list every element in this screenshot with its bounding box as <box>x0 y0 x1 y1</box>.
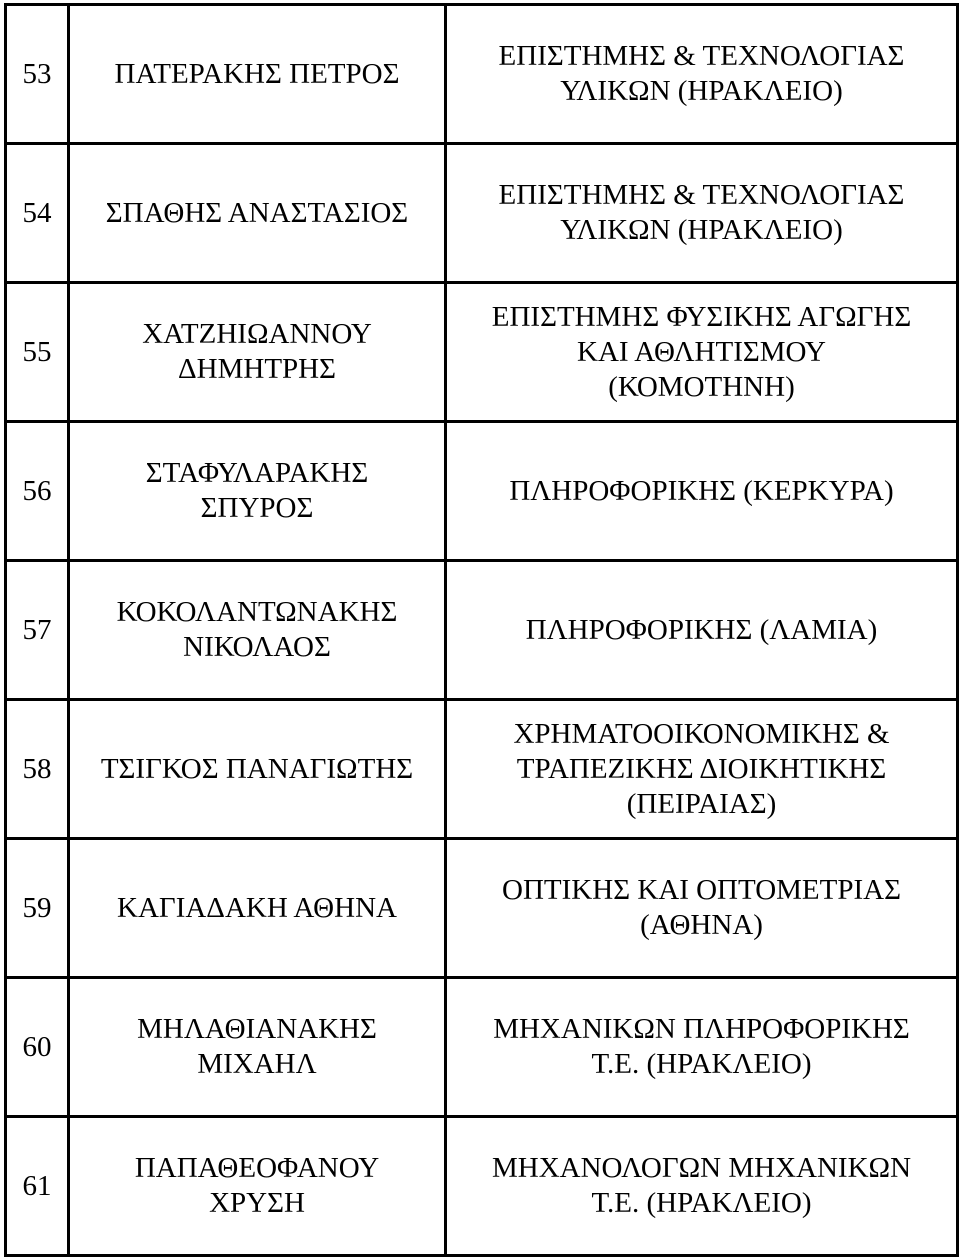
name-line: ΚΑΓΙΑΔΑΚΗ ΑΘΗΝΑ <box>117 891 397 924</box>
table-row <box>6 283 958 422</box>
name-line: ΤΣΙΓΚΟΣ ΠΑΝΑΓΙΩΤΗΣ <box>100 752 414 785</box>
row-number: 54 <box>6 144 69 283</box>
department-line: ΤΡΑΠΕΖΙΚΗΣ ΔΙΟΙΚΗΤΙΚΗΣ <box>516 752 887 785</box>
student-name <box>69 561 446 700</box>
name-line: ΠΑΤΕΡΑΚΗΣ ΠΕΤΡΟΣ <box>114 57 400 90</box>
department <box>446 283 958 422</box>
table-row <box>6 978 958 1117</box>
name-line: ΝΙΚΟΛΑΟΣ <box>183 631 331 663</box>
department-line: ΧΡΗΜΑΤΟΟΙΚΟΝΟΜΙΚΗΣ & <box>513 717 890 750</box>
student-name <box>69 839 446 978</box>
department <box>446 839 958 978</box>
name-line: ΚΟΚΟΛΑΝΤΩΝΑΚΗΣ <box>116 596 398 628</box>
table-row <box>6 1117 958 1256</box>
table-row <box>6 144 958 283</box>
name-line: ΜΗΛΑΘΙΑΝΑΚΗΣ <box>137 1013 377 1045</box>
department-line: ΕΠΙΣΤΗΜΗΣ & ΤΕΧΝΟΛΟΓΙΑΣ <box>498 40 905 72</box>
department-line: ΥΛΙΚΩΝ (ΗΡΑΚΛΕΙΟ) <box>560 75 843 107</box>
name-line: ΔΗΜΗΤΡΗΣ <box>178 353 336 385</box>
student-name <box>69 5 446 144</box>
name-line: ΧΡΥΣΗ <box>209 1187 305 1219</box>
department-line: ΠΛΗΡΟΦΟΡΙΚΗΣ (ΛΑΜΙΑ) <box>525 613 878 646</box>
table-row <box>6 700 958 839</box>
name-line: ΣΠΥΡΟΣ <box>200 492 314 524</box>
student-name <box>69 422 446 561</box>
department-line: ΥΛΙΚΩΝ (ΗΡΑΚΛΕΙΟ) <box>560 214 843 246</box>
department <box>446 1117 958 1256</box>
name-line: ΜΙΧΑΗΛ <box>197 1048 317 1080</box>
row-number: 60 <box>6 978 69 1117</box>
department-line: ΚΑΙ ΑΘΛΗΤΙΣΜΟΥ <box>577 335 826 368</box>
row-number: 55 <box>6 283 69 422</box>
department-line: Τ.Ε. (ΗΡΑΚΛΕΙΟ) <box>591 1048 812 1080</box>
row-number: 58 <box>6 700 69 839</box>
table-row <box>6 422 958 561</box>
student-name <box>69 978 446 1117</box>
student-name <box>69 700 446 839</box>
name-line: ΠΑΠΑΘΕΟΦΑΝΟΥ <box>134 1152 380 1184</box>
department <box>446 700 958 839</box>
student-name <box>69 283 446 422</box>
row-number: 53 <box>6 5 69 144</box>
department <box>446 561 958 700</box>
name-line: ΣΤΑΦΥΛΑΡΑΚΗΣ <box>145 457 369 489</box>
department <box>446 422 958 561</box>
results-table <box>4 3 959 1257</box>
department-line: ΜΗΧΑΝΙΚΩΝ ΠΛΗΡΟΦΟΡΙΚΗΣ <box>493 1013 910 1045</box>
department-line: (ΠΕΙΡΑΙΑΣ) <box>626 787 777 820</box>
row-number: 56 <box>6 422 69 561</box>
student-name <box>69 144 446 283</box>
table-row <box>6 5 958 144</box>
row-number: 59 <box>6 839 69 978</box>
department-line: (ΑΘΗΝΑ) <box>640 909 763 941</box>
department-line: ΕΠΙΣΤΗΜΗΣ & ΤΕΧΝΟΛΟΓΙΑΣ <box>498 179 905 211</box>
name-line: ΣΠΑΘΗΣ ΑΝΑΣΤΑΣΙΟΣ <box>105 196 409 229</box>
table-row <box>6 839 958 978</box>
department <box>446 5 958 144</box>
table-row <box>6 561 958 700</box>
row-number: 61 <box>6 1117 69 1256</box>
department-line: ΠΛΗΡΟΦΟΡΙΚΗΣ (ΚΕΡΚΥΡΑ) <box>509 474 894 507</box>
department-line: (ΚΟΜΟΤΗΝΗ) <box>608 370 795 403</box>
student-name <box>69 1117 446 1256</box>
department-line: ΕΠΙΣΤΗΜΗΣ ΦΥΣΙΚΗΣ ΑΓΩΓΗΣ <box>491 300 912 333</box>
department-line: Τ.Ε. (ΗΡΑΚΛΕΙΟ) <box>591 1187 812 1219</box>
department-line: ΟΠΤΙΚΗΣ ΚΑΙ ΟΠΤΟΜΕΤΡΙΑΣ <box>502 874 901 906</box>
department <box>446 978 958 1117</box>
name-line: ΧΑΤΖΗΙΩΑΝΝΟΥ <box>142 318 372 350</box>
row-number: 57 <box>6 561 69 700</box>
department <box>446 144 958 283</box>
department-line: ΜΗΧΑΝΟΛΟΓΩΝ ΜΗΧΑΝΙΚΩΝ <box>491 1152 912 1184</box>
